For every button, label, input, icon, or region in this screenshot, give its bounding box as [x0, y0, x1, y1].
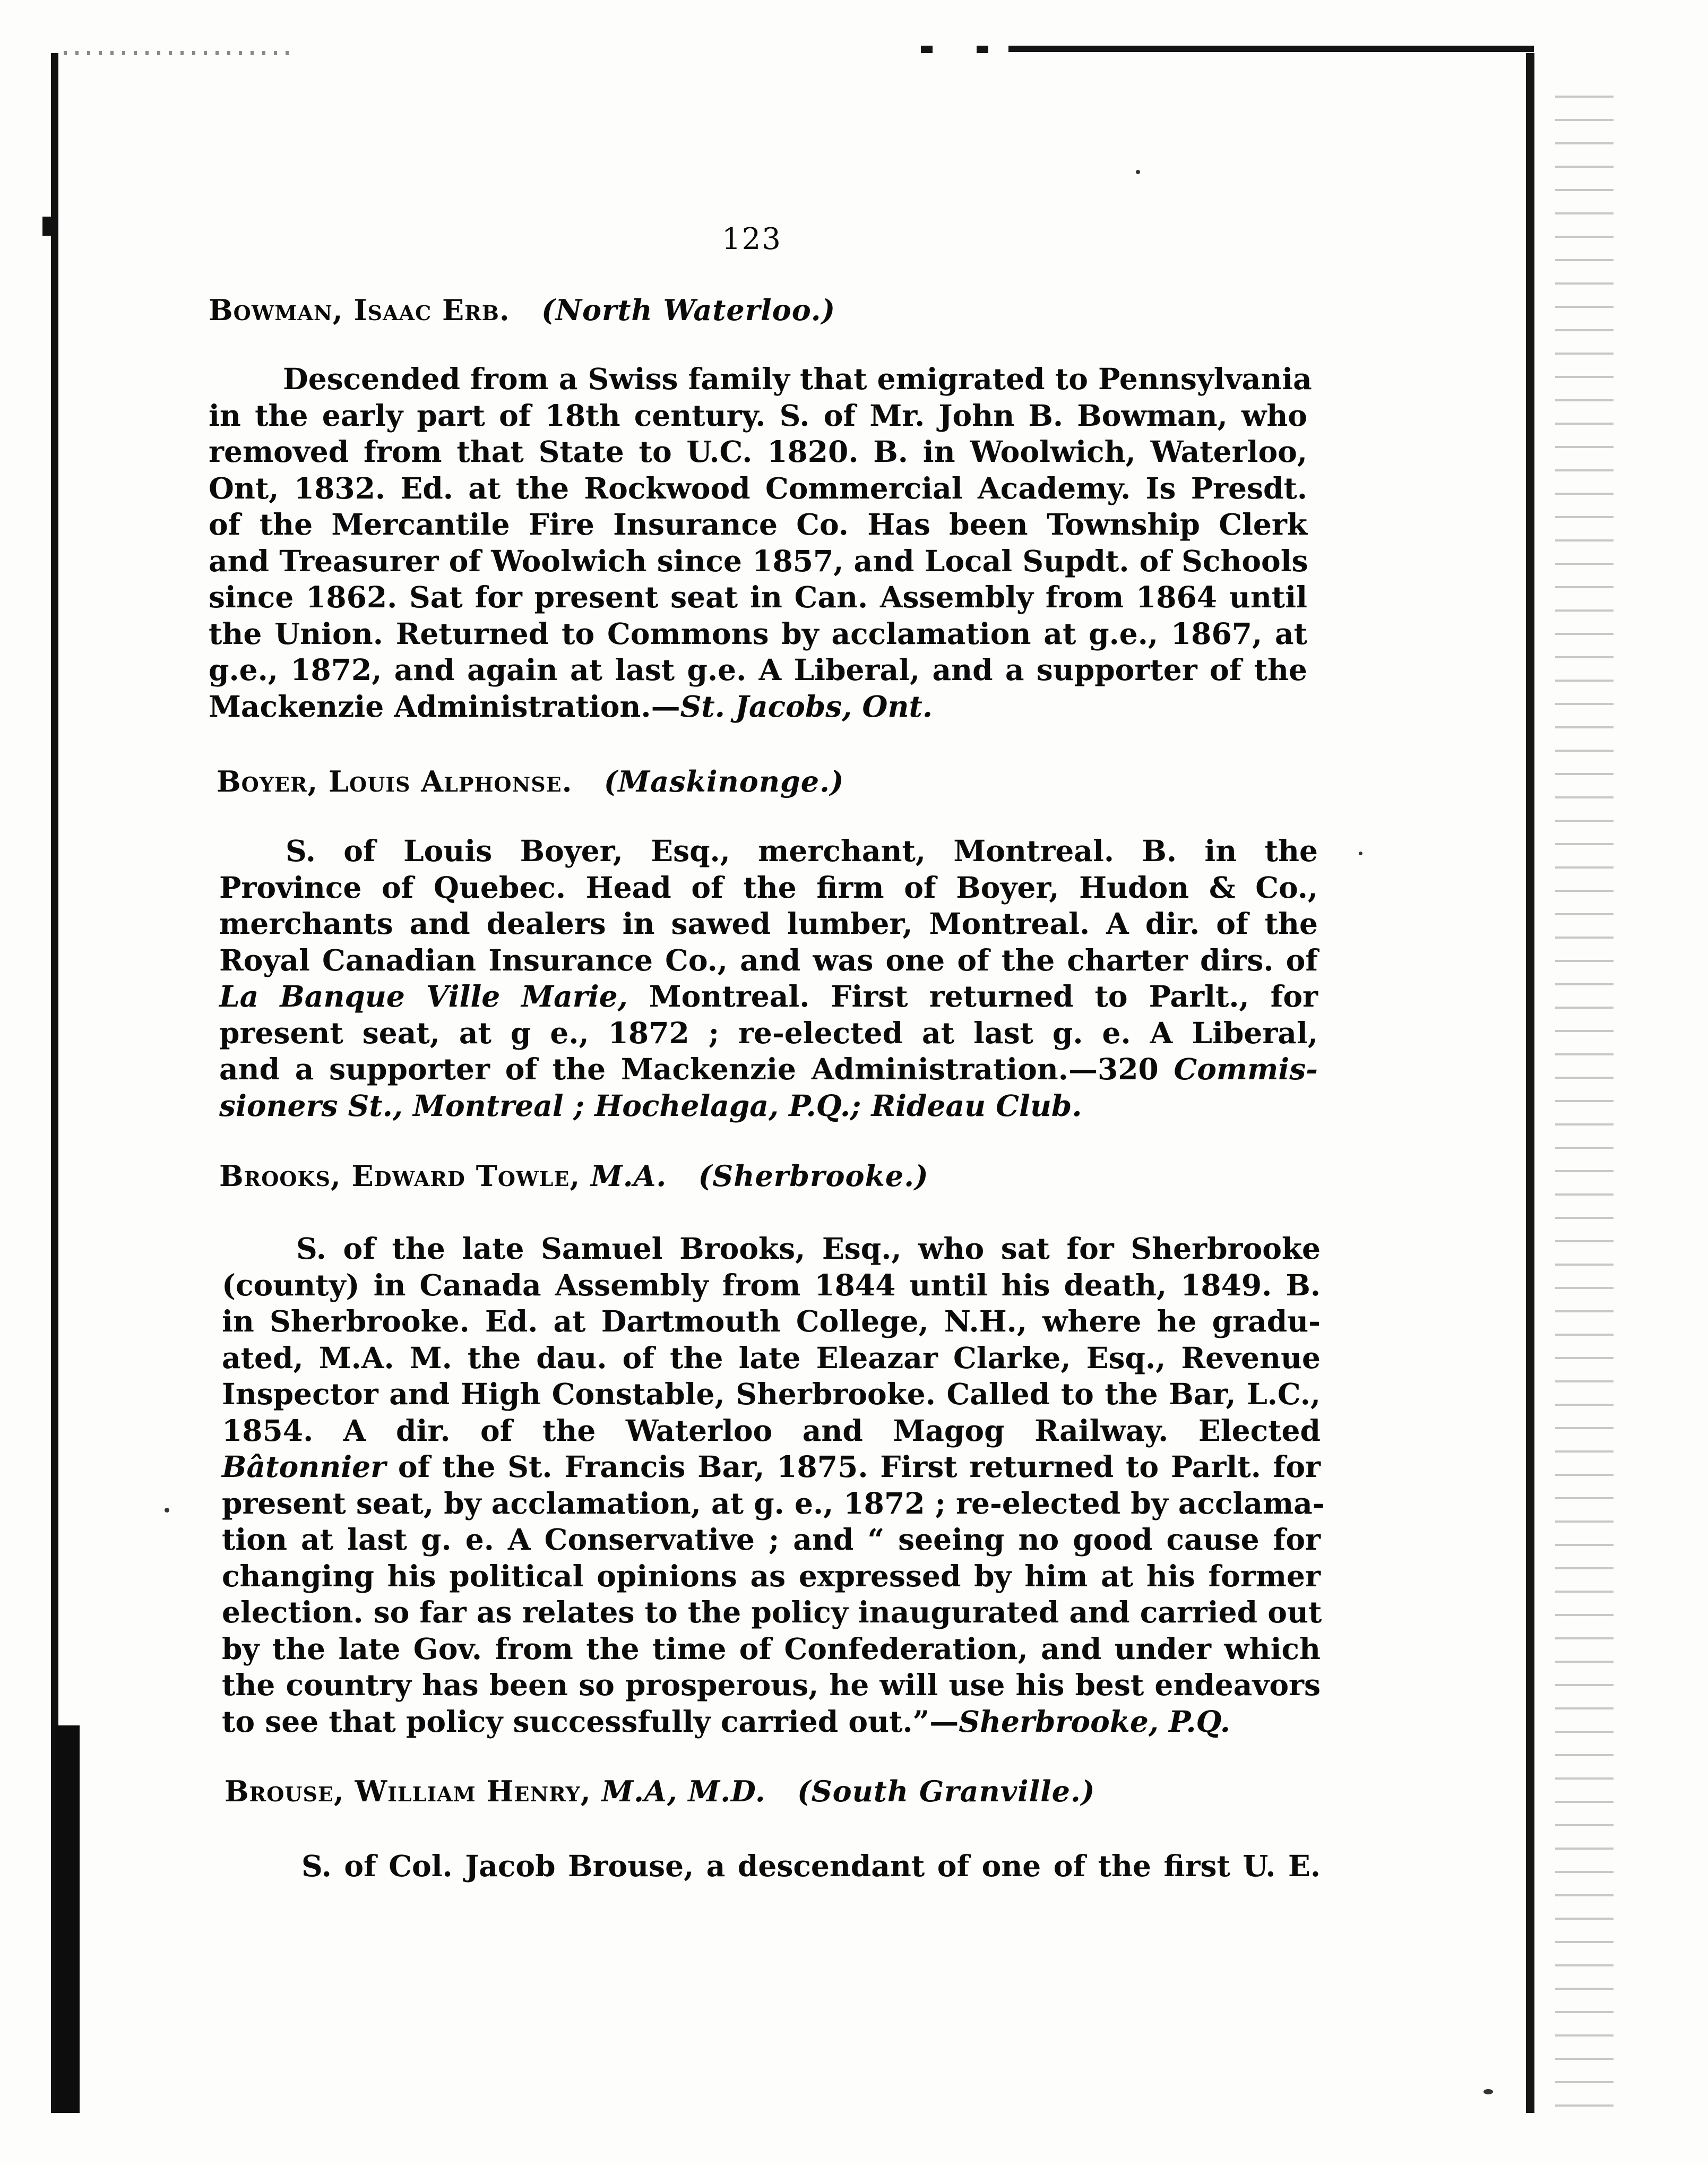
text-line — [209, 689, 1307, 725]
text-line: the country has been so prosperous, he will use his best endeavors — [222, 1668, 1321, 1702]
entry-given-names: William Henry, — [355, 1774, 591, 1808]
page-number: 123 — [722, 222, 782, 256]
text-line: in Sherbrooke. Ed. at Dartmouth College, N.H., where he gradu- — [222, 1304, 1321, 1338]
scan-noise-right — [1555, 74, 1614, 2124]
entry-given-names: Louis Alphonse. — [329, 764, 573, 798]
entry-degrees: M.A. — [590, 1159, 667, 1193]
scan-mark — [921, 46, 933, 53]
text-line: election. so far as relates to the policy inaugurated and carried out — [222, 1595, 1322, 1629]
text-italic: Bâtonnier — [222, 1449, 386, 1484]
text-line: (county) in Canada Assembly from 1844 until his death, 1849. B. — [222, 1267, 1321, 1302]
entry-heading — [219, 1159, 929, 1193]
text-line: present seat, by acclamation, at g. e., 1872 ; re-elected by acclama- — [222, 1485, 1325, 1520]
text-line: removed from that State to U.C. 1820. B. in Woolwich, Waterloo, — [209, 434, 1307, 469]
entry-constituency: (Maskinonge.) — [603, 764, 844, 798]
text-line — [219, 978, 1318, 1015]
entry-heading — [209, 293, 835, 327]
entry-surname: Brouse, — [225, 1774, 344, 1808]
text-line: since 1862. Sat for present seat in Can. Assembly from 1864 until — [209, 580, 1307, 614]
text-italic: Commis- — [1174, 1052, 1318, 1086]
text-line: of the Mercantile Fire Insurance Co. Has been Township Clerk — [209, 507, 1307, 542]
text-line: Province of Quebec. Head of the firm of Boyer, Hudon & Co., — [219, 870, 1318, 905]
entry-given-names: Isaac Erb. — [353, 293, 510, 327]
text-line: S. of the late Samuel Brooks, Esq., who sat for Sherbrooke — [296, 1231, 1321, 1266]
text-line — [222, 1449, 1321, 1485]
text-line: ated, M.A. M. the dau. of the late Eleazar Clarke, Esq., Revenue — [222, 1340, 1321, 1375]
text-line: by the late Gov. from the time of Confederation, and under which — [222, 1631, 1321, 1666]
text-line: S. of Col. Jacob Brouse, a descendant of one of the first U. E. — [301, 1849, 1321, 1883]
entry-body — [209, 361, 1312, 725]
text-line: Descended from a Swiss family that emigrated to Pennsylvania — [283, 362, 1312, 396]
scan-speck — [1483, 2089, 1493, 2094]
scan-noise-top — [64, 51, 297, 55]
text-line: merchants and dealers in sawed lumber, Montreal. A dir. of the — [219, 906, 1318, 941]
entry-given-names: Edward Towle, — [351, 1159, 581, 1193]
text-line: in the early part of 18th century. S. of Mr. John B. Bowman, who — [209, 398, 1307, 433]
text-run: of the St. Francis Bar, 1875. First returned to Parlt. for — [386, 1449, 1321, 1484]
text-run: to see that policy successfully carried out.”— — [222, 1704, 959, 1739]
entry-surname: Bowman, — [209, 293, 343, 327]
text-line: 1854. A dir. of the Waterloo and Magog Railway. Elected — [222, 1413, 1321, 1448]
text-line — [222, 1704, 1321, 1740]
text-line: tion at last g. e. A Conservative ; and “ seeing no good cause for — [222, 1522, 1321, 1557]
entry-constituency: (Sherbrooke.) — [698, 1159, 929, 1193]
scan-speck — [165, 1508, 169, 1513]
text-run: and a supporter of the Mackenzie Administration.—320 — [219, 1052, 1174, 1086]
entry-body — [222, 1231, 1325, 1740]
text-run: Montreal. First returned to Parlt., for — [627, 979, 1318, 1013]
entry-degrees: M.A, M.D. — [601, 1774, 766, 1808]
entry-constituency: (North Waterloo.) — [541, 293, 836, 327]
page-edge-right — [1526, 53, 1534, 2113]
text-line: changing his political opinions as expressed by him at his former — [222, 1558, 1321, 1593]
address-italic: Sherbrooke, P.Q. — [959, 1704, 1230, 1739]
entry-body — [227, 1848, 1321, 1885]
address-italic: sioners St., Montreal ; Hochelaga, P.Q.; Rideau Club. — [219, 1088, 1082, 1123]
address-italic: St. Jacobs, Ont. — [680, 689, 933, 724]
text-line: Inspector and High Constable, Sherbrooke. Called to the Bar, L.C., — [222, 1377, 1321, 1411]
entry-heading — [225, 1774, 1095, 1808]
text-italic: La Banque Ville Marie, — [219, 979, 628, 1013]
text-line: Ont, 1832. Ed. at the Rockwood Commercial Academy. Is Presdt. — [209, 470, 1307, 505]
entry-body — [219, 833, 1318, 1124]
text-line: present seat, at g e., 1872 ; re-elected at last g. e. A Liberal, — [219, 1015, 1318, 1050]
page-edge-left-mark — [42, 217, 54, 236]
text-line: Royal Canadian Insurance Co., and was one of the charter dirs. of — [219, 942, 1318, 977]
page-edge-left-shadow — [55, 1725, 80, 2113]
entry-surname: Brooks, — [219, 1159, 341, 1193]
scan-mark — [977, 46, 988, 53]
text-line: S. of Louis Boyer, Esq., merchant, Montreal. B. in the — [286, 834, 1318, 868]
text-line: g.e., 1872, and again at last g.e. A Liberal, and a supporter of the — [209, 652, 1307, 687]
text-run: Mackenzie Administration.— — [209, 689, 680, 724]
text-line: the Union. Returned to Commons by acclamation at g.e., 1867, at — [209, 616, 1307, 651]
text-line — [219, 1051, 1318, 1088]
scan-speck — [1359, 852, 1362, 855]
entry-constituency: (South Granville.) — [797, 1774, 1095, 1808]
entry-heading — [217, 764, 844, 798]
entry-surname: Boyer, — [217, 764, 318, 798]
scan-speck — [1136, 170, 1140, 174]
text-line: and Treasurer of Woolwich since 1857, and Local Supdt. of Schools — [209, 543, 1308, 578]
page-edge-top — [1008, 46, 1534, 52]
